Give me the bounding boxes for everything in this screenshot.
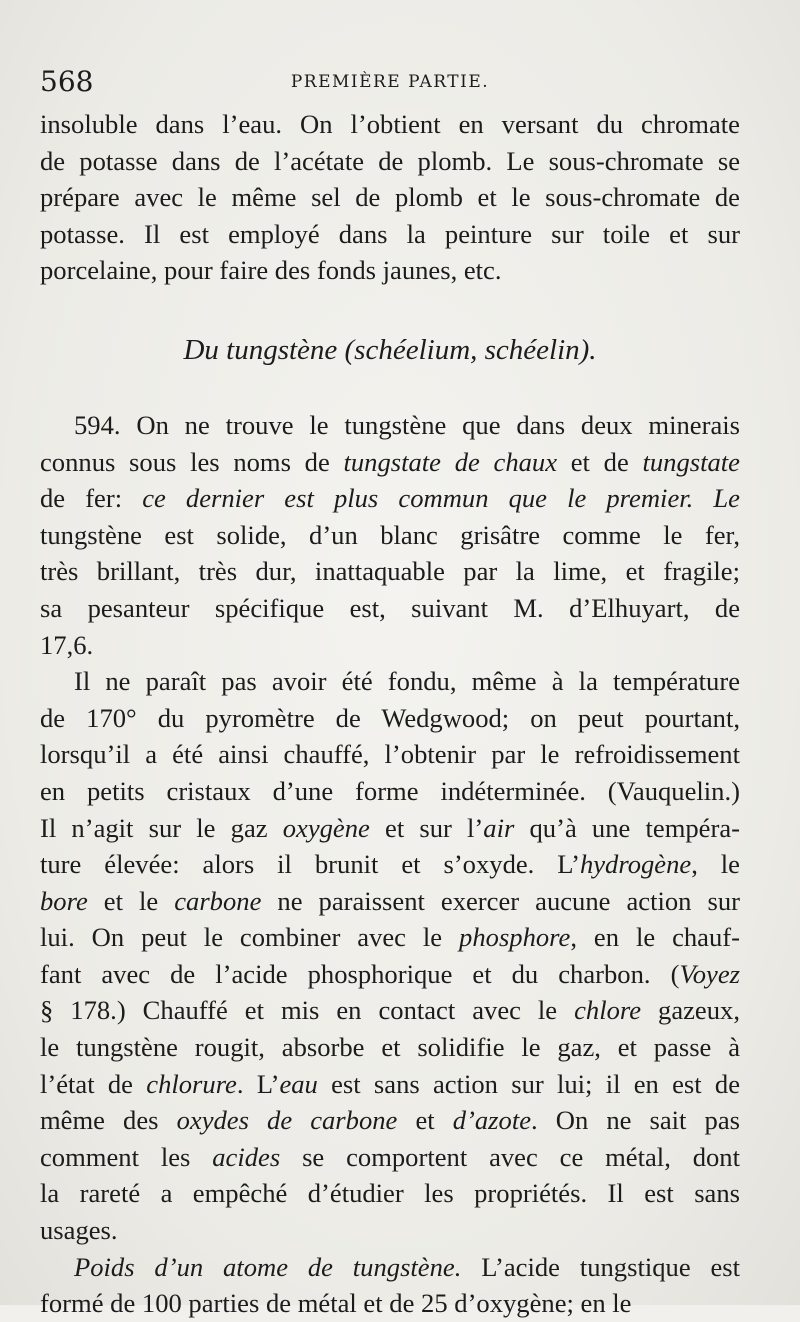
text-line: le tungstène rougit, absorbe et solidifie le gaz, et passe à: [40, 1032, 740, 1063]
running-head: PREMIÈRE PARTIE.: [290, 72, 490, 92]
text-line: de 170° du pyromètre de Wedgwood; on peut pourtant,: [40, 702, 740, 733]
paragraph-tungsten-minerals: [40, 407, 740, 663]
page-number: 568: [40, 65, 94, 98]
text-line: Poids d’un atome de tungstène. L’acide tungstique est: [74, 1251, 741, 1282]
text-line: de fer: ce dernier est plus commun que le premier. Le: [40, 483, 740, 514]
text-line: ture élevée: alors il brunit et s’oxyde. L’hydrogène, le: [40, 849, 740, 880]
text-line: usages.: [40, 1215, 118, 1246]
text-line: comment les acides se comportent avec ce métal, dont: [40, 1141, 740, 1172]
text-line: l’état de chlorure. L’eau est sans action sur lui; il en est de: [40, 1068, 741, 1099]
body-text: [40, 106, 740, 1322]
text-line: sa pesanteur spécifique est, suivant M. d’Elhuyart, de: [40, 592, 740, 623]
page-header: [40, 62, 740, 102]
text-line: porcelaine, pour faire des fonds jaunes, etc.: [40, 255, 502, 286]
section-title: Du tungstène (schéelium, schéelin).: [183, 333, 597, 366]
text-line: la rareté a empêché d’étudier les propriétés. Il est sans: [40, 1178, 740, 1209]
paragraph-chromate-uses: [40, 106, 740, 289]
text-line: tungstène est solide, d’un blanc grisâtre comme le fer,: [40, 519, 740, 550]
text-line: bore et le carbone ne paraissent exercer aucune action sur: [40, 885, 740, 916]
text-line: très brillant, très dur, inattaquable par la lime, et fragile;: [40, 556, 740, 587]
text-line: 594. On ne trouve le tungstène que dans deux minerais: [74, 409, 740, 440]
paragraph-tungsten-properties: [40, 663, 740, 1249]
text-line: § 178.) Chauffé et mis en contact avec le chlore gazeux,: [40, 995, 740, 1026]
text-line: connus sous les noms de tungstate de chaux et de tungstate: [40, 446, 740, 477]
text-line: même des oxydes de carbone et d’azote. On ne sait pas: [40, 1105, 740, 1136]
text-line: formé de 100 parties de métal et de 25 d’oxygène; en le: [40, 1288, 632, 1319]
text-line: en petits cristaux d’une forme indéterminée. (Vauquelin.): [40, 775, 740, 806]
text-line: insoluble dans l’eau. On l’obtient en versant du chromate: [40, 109, 740, 139]
text-line: Il ne paraît pas avoir été fondu, même à la température: [74, 666, 740, 697]
text-line: lui. On peut le combiner avec le phosphore, en le chauf-: [40, 922, 740, 953]
text-line: fant avec de l’acide phosphorique et du charbon. (Voyez: [40, 958, 740, 989]
text-line: de potasse dans de l’acétate de plomb. Le sous-chromate se: [40, 145, 740, 176]
text-line: lorsqu’il a été ainsi chauffé, l’obtenir par le refroidissement: [40, 739, 740, 770]
text-line: 17,6.: [40, 629, 94, 660]
text-line: potasse. Il est employé dans la peinture sur toile et sur: [40, 218, 740, 249]
text-line: prépare avec le même sel de plomb et le sous-chromate de: [40, 182, 740, 213]
text-line: Il n’agit sur le gaz oxygène et sur l’air qu’à une tempéra-: [40, 812, 740, 843]
paragraph-atomic-weight: [40, 1249, 740, 1322]
